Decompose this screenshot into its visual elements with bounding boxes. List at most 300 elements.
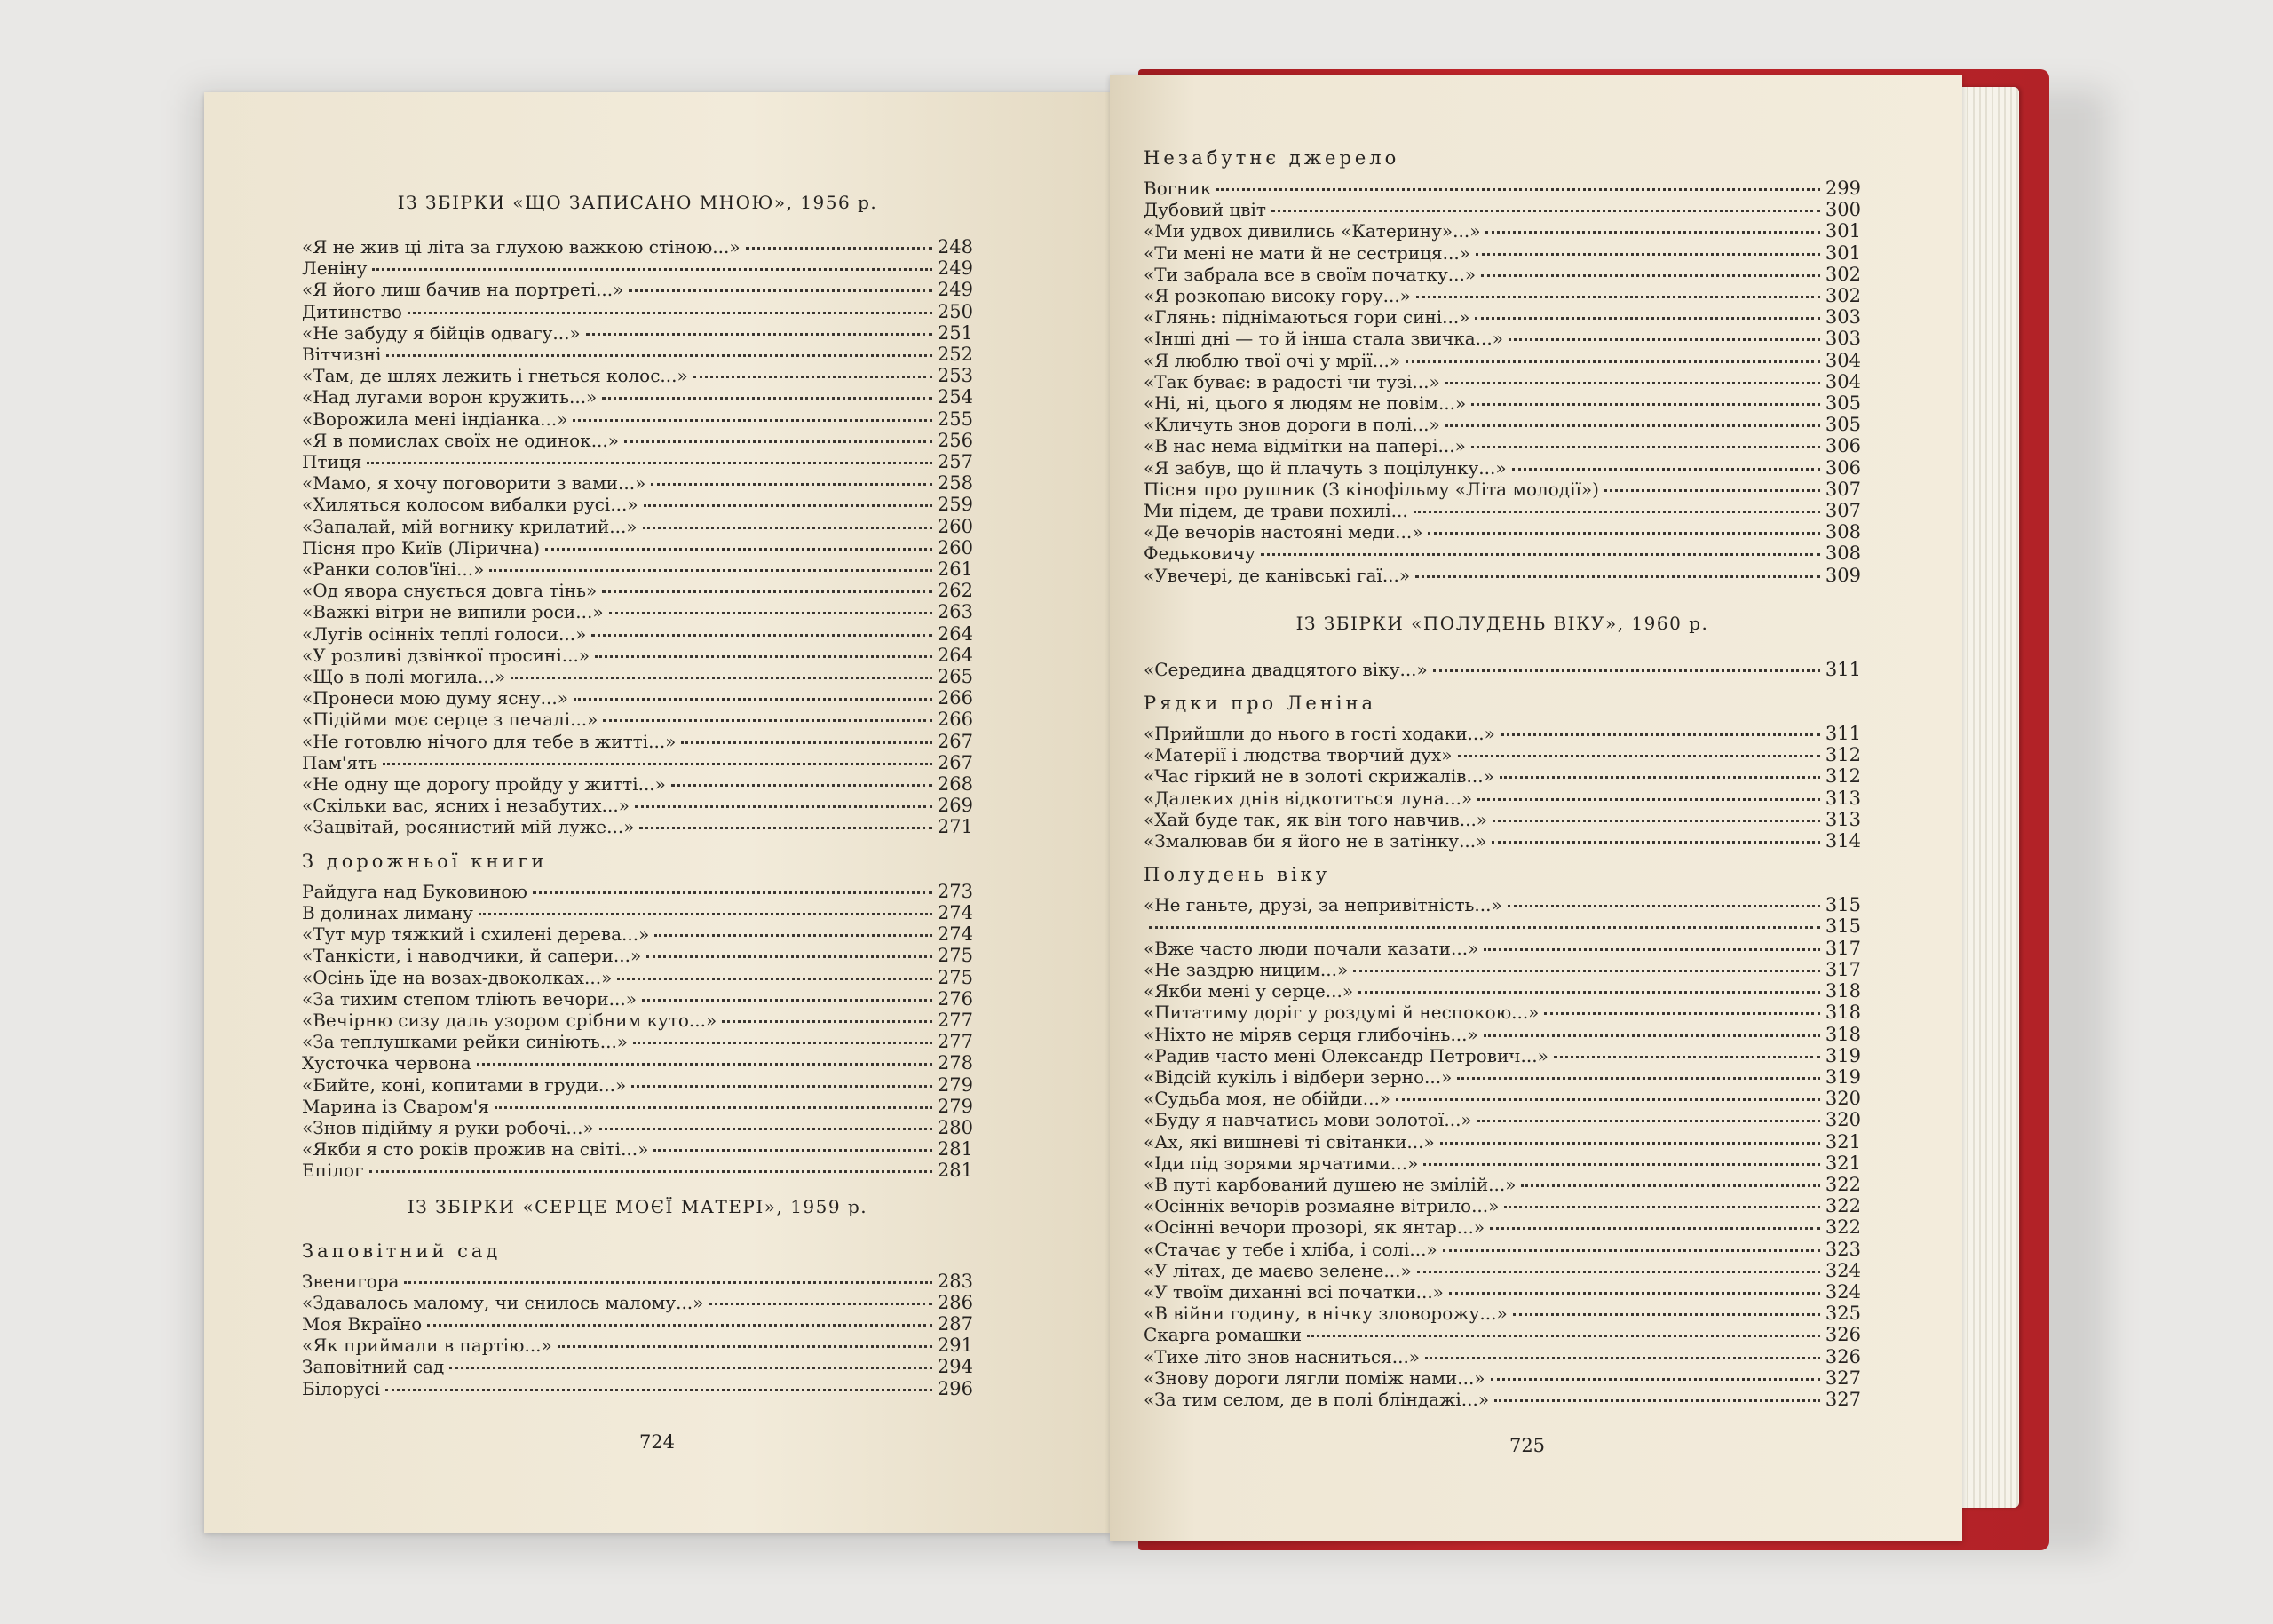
entry-page-number: 256 [937, 429, 973, 451]
left-page-number: 724 [638, 1431, 676, 1453]
entry-title: «Осінніх вечорів розмаяне вітрило...» [1144, 1195, 1500, 1217]
dot-leader [709, 1303, 932, 1305]
toc-entry [302, 945, 973, 966]
entry-page-number: 267 [937, 730, 973, 752]
toc-entry [1144, 915, 1861, 937]
entry-title: «У твоїм диханні всі початки...» [1144, 1280, 1444, 1303]
toc-entry [1144, 1324, 1861, 1345]
entry-title: Скарга ромашки [1144, 1324, 1303, 1346]
dot-leader [386, 354, 932, 357]
entry-title: «Не ганьте, друзі, за непривітність...» [1144, 894, 1502, 916]
toc-entry [1144, 1260, 1861, 1281]
dot-leader [1261, 553, 1820, 556]
entry-title: Хусточка червона [302, 1052, 471, 1074]
dot-leader [477, 1063, 932, 1066]
entry-title: «Знов підійму я руки робочі...» [302, 1116, 594, 1138]
entry-page-number: 253 [937, 365, 973, 387]
toc-entry [1144, 765, 1861, 787]
entry-title: Вітчизні [302, 344, 382, 366]
entry-page-number: 265 [937, 666, 973, 688]
entry-title: Марина із Сваром'я [302, 1095, 489, 1117]
dot-leader [1458, 755, 1820, 757]
dot-leader [639, 827, 931, 829]
entry-title: «Мамо, я хочу поговорити з вами...» [302, 472, 646, 495]
entry-page-number: 261 [937, 558, 973, 581]
entry-page-number: 301 [1825, 242, 1861, 264]
entry-title: «Я не жив ці літа за глухою важкою стіною...» [302, 236, 741, 257]
toc-entry [302, 1335, 973, 1356]
dot-leader [1417, 1271, 1820, 1273]
toc-entry [302, 408, 973, 430]
entry-title: «Якби я сто років прожив на світі...» [302, 1138, 649, 1161]
toc-entry [1144, 242, 1861, 264]
toc-entry [302, 1138, 973, 1160]
dot-leader [1423, 1163, 1820, 1166]
toc-entry [1144, 1045, 1861, 1066]
toc-entry [1144, 220, 1861, 242]
entry-page-number: 263 [937, 601, 973, 623]
dot-leader [602, 397, 932, 400]
entry-page-number: 302 [1825, 263, 1861, 285]
entry-page-number: 322 [1825, 1173, 1861, 1195]
entry-title: «Середина двадцятого віку...» [1144, 658, 1428, 680]
entry-page-number: 315 [1825, 894, 1861, 916]
toc-entry [1144, 435, 1861, 456]
dot-leader [1509, 338, 1820, 341]
entry-page-number: 317 [1825, 937, 1861, 959]
toc-entry [1144, 1195, 1861, 1216]
toc-entry [302, 537, 973, 558]
entry-page-number: 305 [1825, 414, 1861, 436]
entry-title: «Де вечорів настояні меди...» [1144, 521, 1423, 543]
entry-page-number: 321 [1825, 1130, 1861, 1153]
entry-page-number: 259 [937, 494, 973, 516]
entry-page-number: 324 [1825, 1259, 1861, 1281]
entry-page-number: 307 [1825, 478, 1861, 500]
dot-leader [385, 1389, 932, 1391]
entry-page-number: 266 [937, 687, 973, 709]
toc-entry [302, 795, 973, 816]
dot-leader [574, 698, 932, 701]
entry-page-number: 277 [937, 1031, 973, 1053]
left-page [204, 92, 1110, 1533]
entry-title: Заповітний сад [302, 1356, 445, 1378]
entry-page-number: 286 [937, 1291, 973, 1313]
entry-title: «Ми удвох дивились «Катерину»...» [1144, 220, 1481, 242]
entry-page-number: 249 [937, 257, 973, 280]
entry-title: «Як приймали в партію...» [302, 1335, 552, 1357]
toc-entry [302, 881, 973, 902]
entry-page-number: 319 [1825, 1044, 1861, 1066]
entry-title: «В путі карбований душею не змілій...» [1144, 1173, 1517, 1195]
dot-leader [558, 1345, 932, 1348]
entry-page-number: 275 [937, 945, 973, 967]
toc-entry [1144, 521, 1861, 543]
toc-entry [1144, 500, 1861, 521]
entry-title: Райдуга над Буковиною [302, 880, 527, 902]
entry-title: Епілог [302, 1160, 364, 1182]
entry-title: «Увечері, де канівські гаї...» [1144, 564, 1411, 586]
dot-leader [1490, 1227, 1820, 1230]
toc-entry [1144, 392, 1861, 414]
toc-entry [302, 816, 973, 837]
dot-leader [595, 655, 932, 658]
entry-page-number: 312 [1825, 765, 1861, 788]
toc-entry [302, 344, 973, 365]
entry-page-number: 260 [937, 515, 973, 537]
entry-page-number: 274 [937, 901, 973, 923]
entry-title: «Я забув, що й плачуть з поцілунку...» [1144, 456, 1507, 479]
dot-leader [1216, 188, 1820, 191]
dot-leader [1440, 1142, 1820, 1145]
entry-page-number: 303 [1825, 306, 1861, 329]
dot-leader [642, 999, 932, 1002]
dot-leader [367, 462, 932, 464]
toc-entry [302, 902, 973, 923]
entry-page-number: 314 [1825, 830, 1861, 852]
dot-leader [1406, 360, 1820, 363]
entry-title: «Над лугами ворон кружить...» [302, 386, 598, 408]
entry-page-number: 319 [1825, 1066, 1861, 1088]
toc-entry [302, 516, 973, 537]
dot-leader [1428, 532, 1819, 535]
entry-page-number: 322 [1825, 1195, 1861, 1217]
entry-title: «Не заздрю ницим...» [1144, 958, 1349, 980]
toc-entry [302, 623, 973, 645]
entry-title: «Тут мур тяжкий і схилені дерева...» [302, 923, 650, 946]
entry-page-number: 269 [937, 795, 973, 817]
dot-leader [533, 891, 932, 894]
entry-title: «Ти забрала все в своїм початку...» [1144, 263, 1477, 285]
dot-leader [1481, 274, 1820, 277]
dot-leader [511, 677, 932, 679]
entry-page-number: 287 [937, 1312, 973, 1335]
entry-title: «Прийшли до нього в гості ходаки...» [1144, 723, 1495, 745]
entry-page-number: 264 [937, 622, 973, 645]
dot-leader [449, 1367, 932, 1369]
entry-page-number: 315 [1825, 915, 1861, 938]
toc-entry [302, 773, 973, 795]
toc-entry [302, 301, 973, 322]
entry-title: «Ах, які вишневі ті світанки...» [1144, 1130, 1435, 1153]
entry-title: «Тихе літо знов насниться...» [1144, 1345, 1421, 1367]
collection-heading: ІЗ ЗБІРКИ «ПОЛУДЕНЬ ВІКУ», 1960 р. [1295, 612, 1709, 634]
toc-entry [302, 666, 973, 687]
entry-title: «Лугів осінніх теплі голоси...» [302, 622, 587, 645]
toc-entry [1144, 1346, 1861, 1367]
entry-title: «В війни годину, в нічку зловорожу...» [1144, 1303, 1508, 1325]
dot-leader [1484, 1034, 1820, 1037]
entry-title: «Радив часто мені Олександр Петрович...» [1144, 1044, 1548, 1066]
dot-leader [1521, 1184, 1819, 1187]
entry-title: «Матерії і людства творчий дух» [1144, 744, 1453, 766]
dot-leader [479, 913, 932, 915]
entry-title: «Змалював би я його не в затінку...» [1144, 830, 1487, 852]
dot-leader [1513, 1313, 1820, 1316]
dot-leader [1477, 798, 1820, 801]
dot-leader [644, 504, 932, 507]
entry-page-number: 305 [1825, 392, 1861, 415]
dot-leader [1307, 1335, 1820, 1337]
entry-page-number: 260 [937, 536, 973, 558]
entry-page-number: 274 [937, 923, 973, 946]
toc-entry [302, 1271, 973, 1292]
toc-entry [302, 257, 973, 279]
entry-title: «Іди під зорями ярчатими...» [1144, 1152, 1419, 1174]
toc-entry [302, 322, 973, 344]
dot-leader [1445, 382, 1820, 384]
dot-leader [1433, 669, 1820, 672]
dot-leader [489, 569, 932, 572]
entry-title: Пісня про рушник (З кінофільму «Літа молодії») [1144, 478, 1599, 500]
entry-title: «В нас нема відмітки на папері...» [1144, 435, 1466, 457]
entry-title: «Судьба моя, не обійди...» [1144, 1088, 1391, 1110]
entry-title: «Ніхто не міряв серця глибочінь...» [1144, 1023, 1478, 1045]
toc-entry [1144, 1281, 1861, 1303]
entry-title: «Так буває: в радості чи тузі...» [1144, 370, 1440, 392]
dot-leader [1504, 1206, 1820, 1208]
toc-entry [302, 1160, 973, 1181]
toc-entry [1144, 457, 1861, 479]
dot-leader [1500, 776, 1820, 779]
entry-title: «Пронеси мою думу ясну...» [302, 687, 568, 709]
dot-leader [1457, 1077, 1820, 1080]
entry-title: Моя Вкраїно [302, 1312, 423, 1335]
toc-entry [1144, 1066, 1861, 1088]
entry-title: «Ти мені не мати й не сестриця...» [1144, 242, 1470, 264]
toc-entry [302, 472, 973, 494]
entry-page-number: 326 [1825, 1345, 1861, 1367]
toc-entry [302, 386, 973, 408]
entry-title: «Хиляться колосом вибалки русі...» [302, 494, 638, 516]
dot-leader [1544, 1012, 1819, 1015]
dot-leader [1508, 905, 1820, 907]
entry-title: «Далеких днів відкотиться луна...» [1144, 787, 1473, 809]
entry-page-number: 326 [1825, 1324, 1861, 1346]
entry-page-number: 309 [1825, 564, 1861, 586]
dot-leader [1491, 1378, 1820, 1381]
toc-entry [302, 279, 973, 300]
toc-entry [1144, 306, 1861, 328]
entry-title: Федькoвичу [1144, 543, 1255, 565]
dot-leader [372, 268, 932, 271]
toc-entry [1144, 414, 1861, 435]
dot-leader [609, 612, 932, 614]
toc-entry [302, 1052, 973, 1073]
entry-page-number: 322 [1825, 1216, 1861, 1239]
entry-title: «За тихим степом тліють вечори...» [302, 987, 637, 1010]
entry-title: «Запалай, мій вогнику крилатий...» [302, 515, 638, 537]
toc-entry [302, 709, 973, 730]
entry-title: Пам'ять [302, 751, 377, 773]
dot-leader [1414, 511, 1820, 513]
dot-leader [624, 440, 932, 443]
toc-entry [302, 988, 973, 1010]
entry-page-number: 317 [1825, 958, 1861, 980]
entry-page-number: 299 [1825, 178, 1861, 199]
entry-page-number: 325 [1825, 1303, 1861, 1325]
entry-page-number: 294 [937, 1356, 973, 1378]
entry-page-number: 321 [1825, 1152, 1861, 1174]
toc-entry [302, 494, 973, 515]
entry-page-number: 281 [937, 1160, 973, 1182]
dot-leader [1471, 403, 1820, 406]
entry-title: «Скільки вас, ясних і незабутих...» [302, 795, 630, 817]
dot-leader [602, 590, 932, 593]
entry-title: Леніну [302, 257, 368, 280]
right-page [1110, 75, 1962, 1541]
entry-title: «Якби мені у серце...» [1144, 980, 1354, 1002]
dot-leader [1471, 446, 1820, 448]
entry-page-number: 296 [937, 1377, 973, 1399]
dot-leader [651, 483, 932, 486]
dot-leader [671, 784, 932, 787]
entry-title: «Ранки солов'їні...» [302, 558, 485, 581]
toc-entry [1144, 938, 1861, 959]
right-page-contents [1144, 147, 1861, 1410]
entry-title: Білорусі [302, 1377, 381, 1399]
toc-entry [302, 1074, 973, 1096]
entry-title: «Я люблю твої очі у мрії...» [1144, 349, 1401, 371]
collection-heading: ІЗ ЗБІРКИ «ЩО ЗАПИСАНО МНОЮ», 1956 р. [397, 192, 878, 213]
entry-title: «Од явора снується довга тінь» [302, 580, 598, 602]
toc-entry [1144, 1109, 1861, 1130]
right-page-number: 725 [1509, 1435, 1546, 1456]
entry-title: Дубовий цвіт [1144, 199, 1266, 221]
collection-heading: ІЗ ЗБІРКИ «СЕРЦЕ МОЄЇ МАТЕРІ», 1959 р. [407, 1195, 868, 1217]
toc-entry [1144, 1088, 1861, 1109]
toc-entry [1144, 1216, 1861, 1238]
toc-entry [1144, 543, 1861, 564]
entry-title: «Інші дні — то й інша стала звичка...» [1144, 328, 1503, 350]
toc-entry [1144, 1174, 1861, 1195]
section-heading: Заповітний сад [302, 1240, 502, 1262]
dot-leader [599, 1128, 932, 1130]
dot-leader [545, 548, 932, 551]
entry-title: «Глянь: піднімаються гори сині...» [1144, 306, 1470, 329]
dot-leader [408, 312, 932, 314]
section-heading: З дорожньої книги [302, 850, 548, 872]
entry-title: «Осінні вечори прозорі, як янтар...» [1144, 1216, 1485, 1239]
entry-title: «Танкісти, і наводчики, й сапери...» [302, 945, 642, 967]
entry-page-number: 249 [937, 279, 973, 301]
toc-entry [1144, 328, 1861, 349]
entry-page-number: 320 [1825, 1088, 1861, 1110]
toc-entry [1144, 178, 1861, 199]
toc-entry [302, 1356, 973, 1377]
entry-title: «У літах, де маєво зелене...» [1144, 1259, 1412, 1281]
dot-leader [369, 1170, 932, 1173]
entry-page-number: 277 [937, 1009, 973, 1031]
left-page-contents [302, 178, 973, 1399]
entry-title: Птиця [302, 451, 362, 473]
entry-page-number: 271 [937, 816, 973, 838]
toc-entry [1144, 809, 1861, 830]
dot-leader [1358, 991, 1820, 994]
toc-entry [302, 451, 973, 472]
dot-leader [1449, 1292, 1820, 1295]
entry-title: «Ні, ні, цього я людям не повім...» [1144, 392, 1467, 415]
toc-entry [1144, 788, 1861, 809]
entry-page-number: 308 [1825, 543, 1861, 565]
dot-leader [1416, 296, 1820, 298]
dot-leader [495, 1106, 932, 1109]
entry-page-number: 301 [1825, 220, 1861, 242]
dot-leader [746, 247, 932, 250]
dot-leader [1415, 575, 1820, 578]
toc-entry [302, 687, 973, 709]
entry-page-number: 327 [1825, 1388, 1861, 1410]
entry-page-number: 304 [1825, 370, 1861, 392]
entry-page-number: 257 [937, 451, 973, 473]
dot-leader [586, 333, 932, 336]
toc-entry [302, 580, 973, 601]
dot-leader [1396, 1098, 1820, 1101]
dot-leader [1484, 948, 1820, 951]
entry-title: «Питатиму доріг у роздумі й неспокою...» [1144, 1002, 1540, 1024]
toc-entry [302, 731, 973, 752]
entry-title: «Не одну ще дорогу пройду у житті...» [302, 773, 666, 796]
toc-entry [302, 601, 973, 622]
toc-entry [1144, 894, 1861, 915]
dot-leader [1493, 820, 1820, 822]
toc-entry [1144, 199, 1861, 220]
entry-title: «Я розкопаю високу гору...» [1144, 285, 1411, 307]
entry-title: «Там, де шлях лежить і гнеться колос...» [302, 365, 688, 387]
toc-entry [302, 1096, 973, 1117]
dot-leader [1501, 733, 1820, 736]
dot-leader [631, 1085, 932, 1088]
entry-page-number: 280 [937, 1116, 973, 1138]
entry-page-number: 302 [1825, 285, 1861, 307]
entry-page-number: 267 [937, 751, 973, 773]
entry-page-number: 323 [1825, 1238, 1861, 1260]
dot-leader [617, 978, 932, 980]
toc-entry [1144, 1367, 1861, 1389]
entry-title: «Стачає у тебе і хліба, і солі...» [1144, 1238, 1437, 1260]
dot-leader [643, 527, 932, 529]
entry-page-number: 318 [1825, 980, 1861, 1002]
dot-leader [573, 419, 931, 422]
entry-title: Ми підем, де трави похилі... [1144, 500, 1408, 522]
dot-leader [1492, 841, 1820, 844]
entry-title: Дитинство [302, 300, 402, 322]
toc-entry [302, 1378, 973, 1399]
entry-page-number: 255 [937, 408, 973, 430]
dot-leader [1271, 210, 1820, 212]
toc-entry [302, 967, 973, 988]
toc-entry [1144, 1024, 1861, 1045]
entry-page-number: 318 [1825, 1023, 1861, 1045]
dot-leader [646, 955, 932, 958]
dot-leader [404, 1281, 931, 1284]
entry-title: «Буду я навчатись мови золотої...» [1144, 1109, 1472, 1131]
toc-entry [1144, 565, 1861, 586]
entry-page-number: 311 [1825, 658, 1861, 680]
toc-entry [1144, 830, 1861, 852]
entry-page-number: 273 [937, 880, 973, 902]
dot-leader [603, 719, 932, 722]
entry-page-number: 279 [937, 1095, 973, 1117]
entry-title: «У розливі дзвінкої просині...» [302, 644, 590, 666]
entry-title: «Вже часто люди почали казати...» [1144, 937, 1479, 959]
toc-entry [302, 645, 973, 666]
toc-entry [1144, 1389, 1861, 1410]
entry-title: «Час гіркий не в золоті скрижалів...» [1144, 765, 1494, 788]
toc-entry [302, 365, 973, 386]
dot-leader [681, 741, 932, 744]
toc-entry [1144, 1239, 1861, 1260]
